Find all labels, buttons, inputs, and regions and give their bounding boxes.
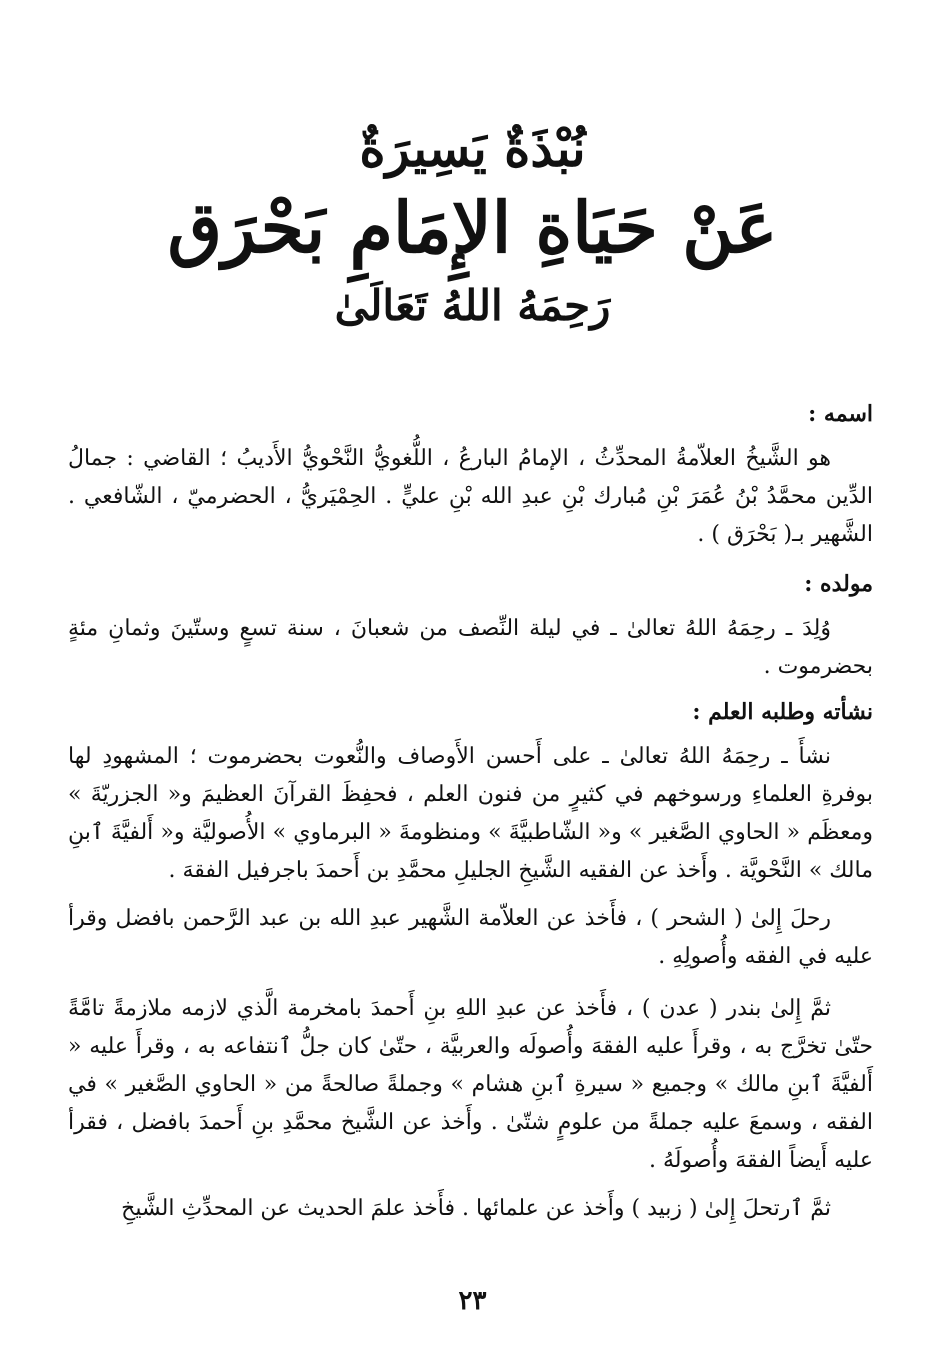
page-number: ٢٣	[458, 1286, 487, 1316]
paragraph-travel-aden: ثمَّ إِلىٰ بندر ( عدن ) ، فأَخذ عن عبدِ اللهِ بنِ أَحمدَ بامخرمة الَّذي لازمه ملازمةً تامَّةً حتّىٰ تخرَّج به ، وقرأَ عليه الفقهَ وأُصولَه والعربيَّة ، حتّىٰ كان جلُّ ٱنتفاعه به ، وقرأَ عليه « أَلفيَّةَ ٱبنِ مالك » وجميع « سيرةِ ٱبنِ هشام » وجملةً صالحةً من « الحاوي الصَّغير » في الفقه ، وسمعَ عليه جملةً من علومٍ شتّىٰ . وأَخذ عن الشَّيخ محمَّدِ بنِ أَحمدَ بافضل ، فقرأ عليه أَيضاً الفقهَ وأُصولَهُ .	[68, 996, 874, 1173]
title-line-1: نُبْذَةٌ يَسِيرَةٌ	[359, 119, 586, 178]
paragraph-name: هو الشَّيخُ العلاّمةُ المحدِّثُ ، الإمامُ البارعُ ، اللُّغويُّ النَّحْويُّ الأَديبُ ؛ القاضي : جمالُ الدِّين محمَّدُ بْنُ عُمَرَ بْنِ مُبارك بْنِ عبدِ الله بْنِ عليٍّ . الحِمْيَريُّ ، الحضرميّ ، الشّافعي . الشَّهير بـ( بَحْرَق ) .	[68, 446, 873, 547]
chapter-title	[0, 118, 945, 334]
title-line-2: عَنْ حَيَاةِ الإِمَامِ بَحْرَق	[167, 186, 778, 269]
section-heading-name: اسمه :	[808, 401, 873, 427]
section-heading-upbringing: نشأته وطلبه العلم :	[692, 699, 873, 725]
page-body	[68, 398, 873, 1228]
paragraph-travel-zabid: ثمَّ ٱرتحلَ إِلىٰ ( زبيد ) وأَخذ عن علمائها . فأَخذ علمَ الحديث عن المحدِّثِ الشَّيخِ	[121, 1196, 831, 1221]
section-heading-birth: مولده :	[804, 571, 873, 597]
paragraph-travel-shihr: رحلَ إِلىٰ ( الشحر ) ، فأَخذ عن العلاّمة الشَّهير عبدِ الله بن عبد الرَّحمن بافضل وقرأ عليه في الفقه وأُصولِهِ .	[68, 906, 873, 969]
paragraph-upbringing: نشأَ ـ رحِمَهُ اللهُ تعالىٰ ـ على أَحسن الأَوصاف والنُّعوت بحضرموت ؛ المشهودِ لها بوفرةِ العلماءِ ورسوخهم في كثيرٍ من فنون العلم ، فحفِظَ القرآنَ العظيمَ و« الجزريّةَ » ومعظَم « الحاوي الصَّغير » و« الشّاطبيَّةَ » ومنظومةَ « البرماوي » الأُصوليَّة و« أَلفيَّةَ ٱبنِ مالك » النَّحْويَّة . وأَخذ عن الفقيه الشَّيخِ الجليلِ محمَّدِ بن أَحمدَ باجرفيل الفقهَ .	[68, 744, 873, 883]
title-line-3: رَحِمَهُ اللهُ تَعَالَىٰ	[334, 281, 611, 330]
paragraph-birth: وُلِدَ ـ رحِمَهُ اللهُ تعالىٰ ـ في ليلة النِّصف من شعبانَ ، سنة تسعٍ وستّينَ وثمانِ مئةٍ بحضرموت .	[68, 616, 873, 679]
